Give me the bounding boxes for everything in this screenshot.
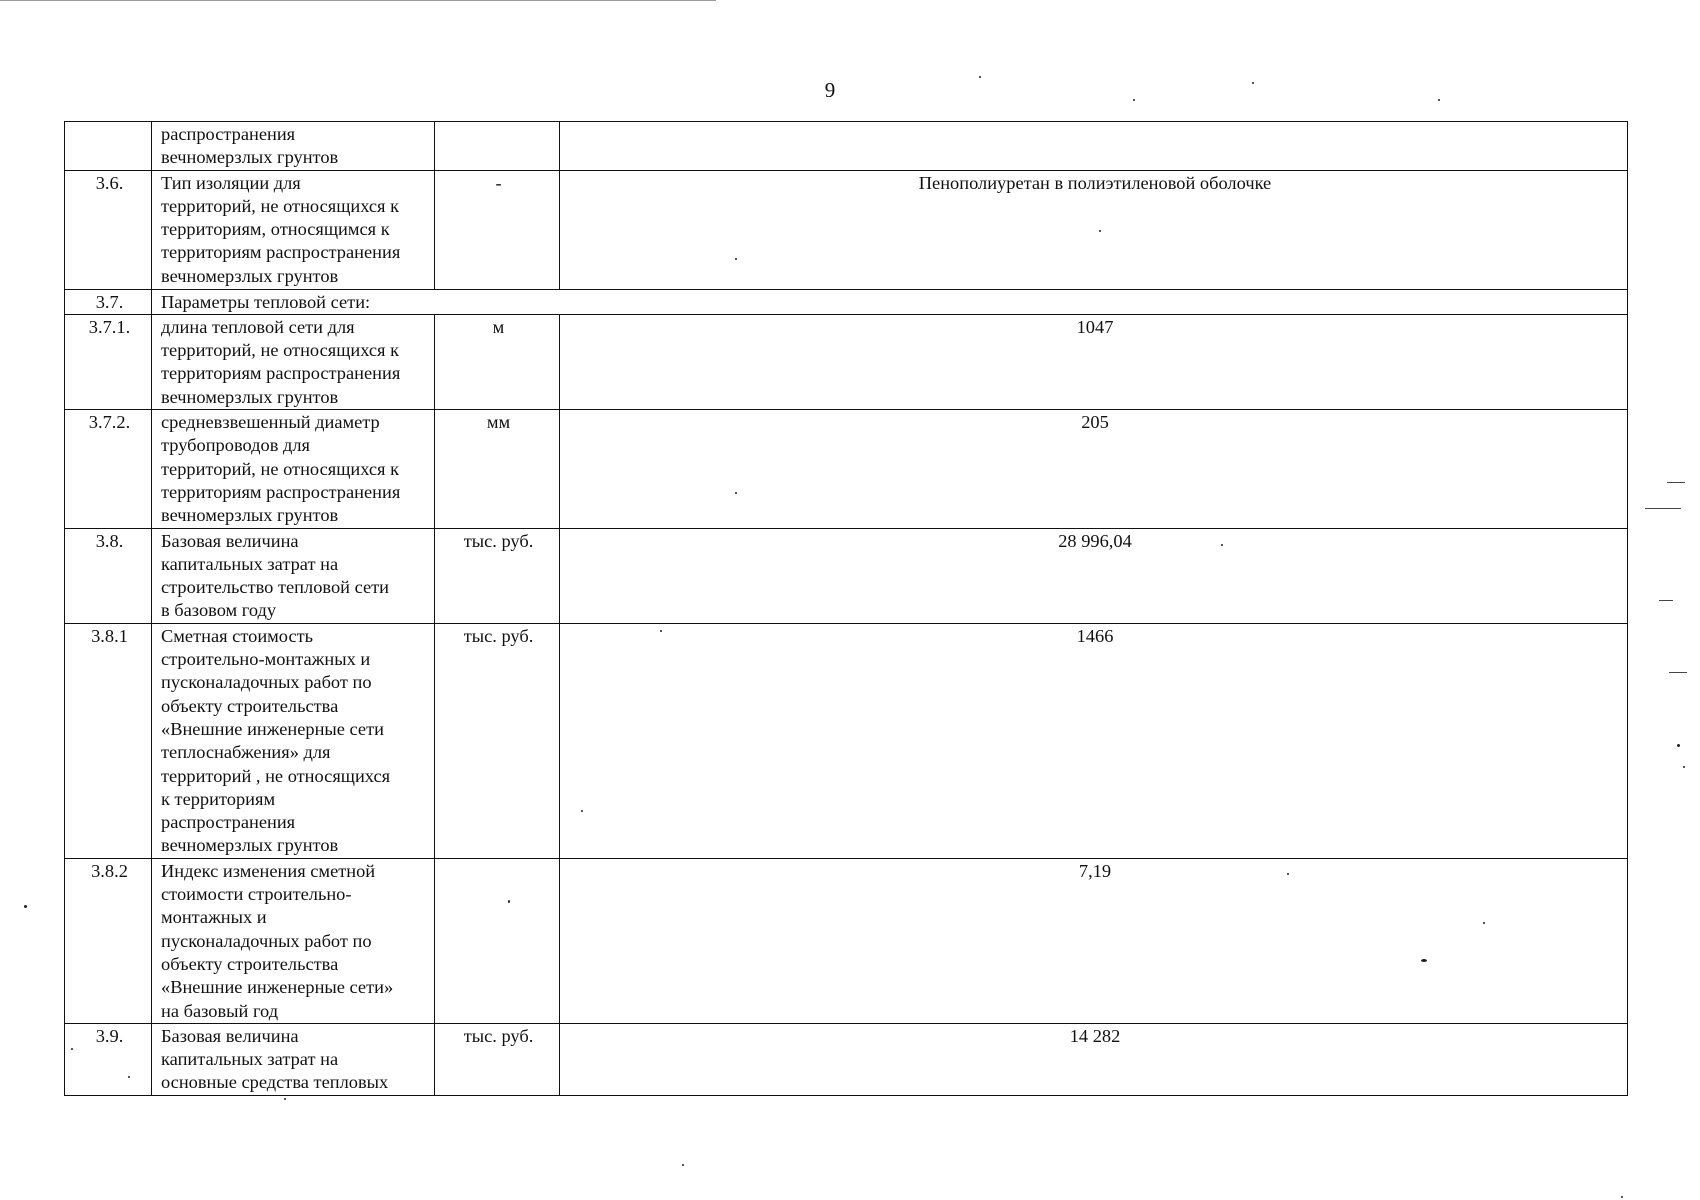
scan-mark — [1669, 672, 1687, 673]
row-value: 28 996,04 — [560, 528, 1628, 623]
scan-speck — [1221, 544, 1223, 546]
row-unit: тыс. руб. — [435, 623, 560, 858]
row-value: Пенополиуретан в полиэтиленовой оболочке — [560, 170, 1628, 289]
scan-speck — [682, 1164, 684, 1166]
row-unit: мм — [435, 410, 560, 528]
row-number: 3.7.1. — [65, 314, 152, 409]
scan-speck — [1421, 959, 1427, 962]
row-number: 3.7.2. — [65, 410, 152, 528]
row-name: распространения вечномерзлых грунтов — [152, 122, 435, 171]
row-value: 7,19 — [560, 858, 1628, 1023]
row-number: 3.6. — [65, 170, 152, 289]
scan-speck — [1438, 99, 1440, 101]
row-name: Тип изоляции для территорий, не относящихся к территориям, относящимся к территориям распространения вечномерзлых грунтов — [152, 170, 435, 289]
row-number: 3.8. — [65, 528, 152, 623]
row-name: Параметры тепловой сети: — [152, 289, 1628, 314]
row-value: 205 — [560, 410, 1628, 528]
table-row — [65, 858, 1628, 1023]
scan-speck — [128, 1076, 130, 1078]
scan-speck — [735, 492, 737, 494]
row-number: 3.9. — [65, 1023, 152, 1095]
scan-speck — [1287, 873, 1289, 875]
scan-speck — [1483, 922, 1485, 924]
row-number — [65, 122, 152, 171]
row-unit: тыс. руб. — [435, 528, 560, 623]
row-unit — [435, 858, 560, 1023]
table-row — [65, 528, 1628, 623]
table-row — [65, 623, 1628, 858]
scan-mark — [1645, 508, 1681, 509]
scan-speck — [581, 810, 583, 812]
scan-speck — [1683, 766, 1685, 768]
table-row — [65, 314, 1628, 409]
row-value — [560, 122, 1628, 171]
scan-mark — [1659, 600, 1673, 601]
table-row — [65, 170, 1628, 289]
scan-speck — [1677, 744, 1680, 747]
table-row — [65, 122, 1628, 171]
row-unit: - — [435, 170, 560, 289]
scan-speck — [24, 905, 27, 908]
scan-speck — [1621, 1196, 1623, 1198]
row-value: 1466 — [560, 623, 1628, 858]
page-number: 9 — [824, 78, 836, 102]
scan-speck — [1099, 230, 1101, 232]
row-number: 3.8.1 — [65, 623, 152, 858]
scan-speck — [735, 258, 737, 260]
row-unit: тыс. руб. — [435, 1023, 560, 1095]
scan-speck — [1252, 82, 1254, 84]
row-unit — [435, 122, 560, 171]
table-row — [65, 410, 1628, 528]
row-value: 14 282 — [560, 1023, 1628, 1095]
row-name: Базовая величина капитальных затрат на основные средства тепловых — [152, 1023, 435, 1095]
row-name: Индекс изменения сметной стоимости строительно- монтажных и пусконаладочных работ по объекту строительства «Внешние инженерные сети» на базовый год — [152, 858, 435, 1023]
scan-speck — [660, 630, 662, 632]
row-unit: м — [435, 314, 560, 409]
row-name: длина тепловой сети для территорий, не относящихся к территориям распространения вечномерзлых грунтов — [152, 314, 435, 409]
scan-speck — [979, 76, 981, 78]
table-row — [65, 1023, 1628, 1095]
scan-mark — [1667, 482, 1685, 483]
row-name: Базовая величина капитальных затрат на строительство тепловой сети в базовом году — [152, 528, 435, 623]
row-number: 3.8.2 — [65, 858, 152, 1023]
row-value: 1047 — [560, 314, 1628, 409]
table-row — [65, 289, 1628, 314]
scan-speck — [508, 900, 510, 903]
row-name: средневзвешенный диаметр трубопроводов для территорий, не относящихся к территориям распространения вечномерзлых грунтов — [152, 410, 435, 528]
scan-speck — [284, 1098, 286, 1100]
row-number: 3.7. — [65, 289, 152, 314]
row-name: Сметная стоимость строительно-монтажных и пусконаладочных работ по объекту строительства «Внешние инженерные сети теплоснабжения» для территорий , не относящихся к территориям распространения вечномерзлых грунтов — [152, 623, 435, 858]
parameters-table — [64, 121, 1628, 1096]
top-edge-rule — [0, 0, 716, 1]
scan-speck — [1133, 99, 1135, 101]
scan-speck — [71, 1048, 73, 1050]
